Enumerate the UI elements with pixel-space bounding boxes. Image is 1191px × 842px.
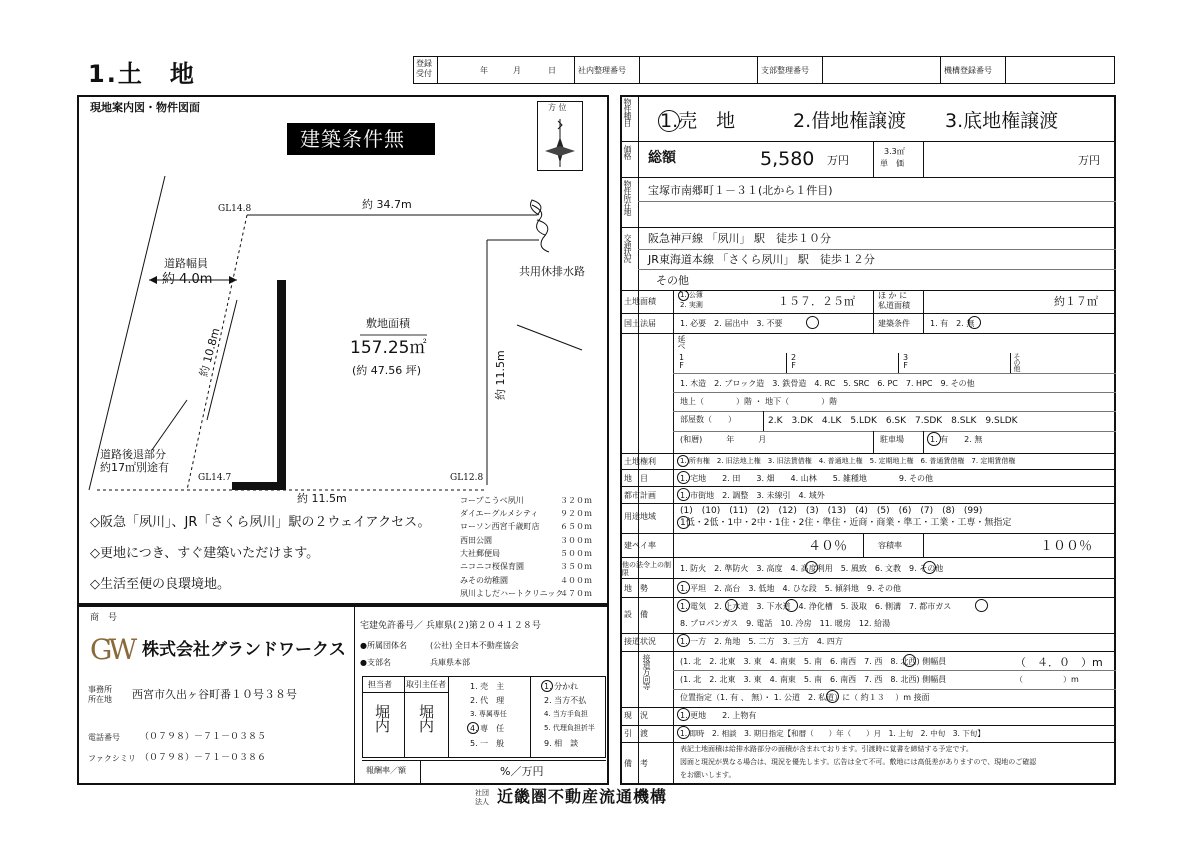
trade-name: 堀内 (417, 704, 435, 732)
page-title: 1.土 地 (88, 60, 196, 88)
land-category-label: 地 目 (624, 474, 648, 483)
build-cond-value: 1. 有 2. 無 (930, 319, 975, 328)
private-road-value: 約１７㎡ (1054, 295, 1098, 308)
company-fax: （０７９８）－７１－０３８６ (140, 753, 267, 763)
land-right-options: 1. 所有権 2. 旧法地上権 3. 旧法賃借権 4. 普通地上権 5. 定期地上権 6. 普通賃借権 7. 定期賃借権 (680, 457, 1016, 465)
company-name: 株式会社グランドワークス (142, 640, 346, 660)
tel-label: 電話番号 (88, 733, 120, 742)
floor-1: 1F (677, 353, 686, 369)
location-value: 宝塚市南郷町１－３１(北から１件目) (648, 184, 833, 197)
traffic-3: その他 (656, 274, 689, 287)
promo-line-1: ◇阪急「夙川」、JR「さくら夙川」駅の２ウェイアクセス。 (90, 515, 431, 530)
floor-other: その他 (1013, 353, 1021, 371)
city-plan-options: 1. 市街地 2. 調整 3. 未線引 4. 域外 (680, 491, 825, 500)
traffic-1: 阪急神戸線 「夙川」 駅 徒歩１０分 (648, 232, 831, 245)
land-area-value: １５７．２５㎡ (778, 295, 855, 308)
terrain-options: 1. 平坦 2. 高台 3. 低地 4. ひな段 5. 傾斜地 9. その他 (680, 584, 902, 593)
drain-label: 共用休排水路 (519, 265, 585, 278)
unit-price-label-1: 3.3㎡ (884, 147, 905, 156)
area-kind-2: 2. 実測 (680, 301, 703, 309)
branch-no-label: 支部整理番号 (761, 66, 809, 75)
rooms-options: 2.K 3.DK 4.LK 5.LDK 6.SK 7.SDK 8.SLK 9.SLDK (768, 416, 1018, 426)
zoning-names: 1低・2低・1中・2中・1住・2住・準住・近商・商業・準工・工業・工専・無指定 (680, 518, 1012, 528)
facility-dist: ３００ｍ (560, 536, 592, 545)
terrain-label: 地 勢 (624, 584, 648, 593)
facility-dist: ４００ｍ (560, 576, 592, 585)
law-value: 1. 必要 2. 届出中 3. 不要 (680, 319, 783, 328)
road-direction-label: 接道方向等 (642, 654, 651, 689)
reg-label: 登録 受付 (416, 59, 432, 78)
footer-org: 近畿圏不動産流通機構 (497, 787, 668, 806)
gl-label-2: GL14.7 (198, 473, 232, 483)
facility-name: 夙川よしだハートクリニック (460, 589, 564, 598)
location-label: 物件所在地 (623, 180, 632, 215)
rep-name: 堀内 (373, 704, 391, 732)
note-line-1: 表記土地面積は給排水路部分の面積が含まれております。引渡時に覚書を締結する予定です。 (680, 745, 973, 753)
gl-label-3: GL12.8 (450, 473, 484, 483)
handover-label: 引 渡 (624, 729, 648, 738)
facility-name: コープこうべ夙川 (460, 496, 524, 505)
rooms-label: 部屋数（ ） (680, 415, 736, 424)
law-label: 国土法届 (624, 319, 656, 328)
land-area-label: 土地面積 (624, 297, 656, 306)
company-tel: （０７９８）－７１－０３８５ (140, 732, 267, 742)
setback-label-2: 約17㎡別途有 (100, 461, 169, 474)
assoc-name: (公社) 全日本不動産協会 (430, 641, 519, 650)
price-unit: 万円 (827, 154, 849, 167)
parking-value: 1. 有 2. 無 (930, 435, 983, 444)
bcr-value: ４０％ (808, 539, 848, 554)
facility-name: ニコニコ桜保育園 (460, 562, 524, 571)
note-line-2: 図面と現況が異なる場合は、現況を優先します。広告は全て不可。敷地には高低差がありますので、現地のご確認 (680, 758, 1037, 766)
company-logo: GW (90, 633, 134, 666)
facility-dist: ６５０ｍ (560, 522, 592, 531)
far-value: １００％ (1040, 539, 1093, 554)
bottom-length: 約 11.5m (297, 492, 347, 505)
facility-name: ダイエーグルメシティ (460, 509, 539, 518)
floor-count: 地上（ ）階 ・ 地下（ ）階 (680, 397, 838, 406)
city-plan-label: 都市計画 (624, 491, 656, 500)
floor-3: 3F (901, 353, 910, 369)
structure-options: 1. 木造 2. ブロック造 3. 鉄骨造 4. RC 5. SRC 6. PC 7. HPC 9. その他 (680, 379, 975, 388)
office-label-1: 事務所 (88, 685, 112, 694)
facility-dist: ３５０ｍ (560, 562, 592, 571)
road-direction-2: (1. 北 2. 北東 3. 東 4. 南東 5. 南 6. 南西 7. 西 8. 北西) 側幅員 (680, 675, 947, 684)
promo-line-3: ◇生活至便の良環境地。 (90, 577, 230, 592)
floor-label: 延べ (677, 335, 686, 349)
trade-label: 取引主任者 (406, 680, 446, 689)
traffic-2: JR東海道本線 「さくら夙川」 駅 徒歩１２分 (648, 253, 875, 266)
type-3-base: 3.底地権譲渡 (945, 110, 1059, 132)
facility-name: みその幼稚園 (460, 576, 508, 585)
left-length: 約 10.8m (197, 326, 223, 379)
floor-2: 2F (789, 353, 798, 369)
total-label: 総額 (648, 150, 676, 166)
role-1: 1. 売 主 (470, 682, 505, 691)
assoc-label: ●所属団体名 (360, 641, 407, 650)
unit-price-label-2: 単 価 (880, 159, 904, 168)
road-direction-1: (1. 北 2. 北東 3. 東 4. 南東 5. 南 6. 南西 7. 西 8. 北西) 側幅員 (680, 657, 947, 666)
private-road-label-2: 私道面積 (878, 301, 910, 310)
no-build-condition-text: 建築条件無 (300, 127, 405, 151)
area-label: 敷地面積 (366, 317, 410, 330)
map-label: 現地案内図・物件図面 (90, 101, 200, 114)
zoning-codes: (1) (10) (11) (2) (12) (3) (13) (4) (5) (6) (7) (8) (99) (680, 506, 983, 516)
facility-name: ローソン西宮千歳町店 (460, 522, 540, 531)
price-value: 5,580 (760, 148, 815, 170)
year-label: 年 (480, 66, 488, 75)
org-no-label: 機構登録番号 (944, 66, 992, 75)
type-label: 物件種目 (623, 98, 632, 126)
road-access-options: 1. 一方 2. 角地 5. 二方 3. 三方 4. 四方 (680, 637, 843, 646)
type-4: 5. 代理負担折半 (544, 724, 595, 732)
type-2: 2. 当方不払 (544, 696, 587, 705)
road-width-label: 道路幅員 (164, 257, 208, 270)
land-category-options: 1. 宅地 2. 田 3. 畑 4. 山林 5. 雑種地 9. その他 (680, 474, 934, 483)
role-5: 5. 一 般 (470, 739, 505, 748)
facility-dist: ４７０ｍ (560, 589, 592, 598)
bcr-label: 建ペイ率 (624, 541, 656, 550)
setback-label-1: 道路後退部分 (100, 448, 166, 461)
build-cond-label: 建築条件 (878, 319, 910, 328)
type-3: 4. 当方手負担 (544, 710, 588, 718)
far-label: 容積率 (878, 541, 902, 550)
branch-name: 兵庫県本部 (430, 658, 470, 667)
role-4: 4. 専 任 (470, 724, 505, 733)
fax-label: ファクシミリ (88, 754, 136, 763)
fee-value: %／万円 (500, 765, 544, 778)
road-direction-2-value: （ ）m (1015, 675, 1079, 684)
status-label: 現 況 (624, 711, 648, 720)
license-number: 宅建免許番号／ 兵庫県(２)第２０４１２８号 (360, 621, 541, 631)
day-label: 日 (548, 66, 556, 75)
area-tsubo: (約 47.56 坪) (352, 364, 422, 377)
area-kind-1: 1. 公簿 (680, 291, 703, 299)
price-label: 価格 (623, 145, 632, 159)
facility-dist: ５００ｍ (560, 549, 592, 558)
right-length: 約 11.5m (494, 350, 507, 400)
area-value: 157.25㎡ (350, 338, 427, 358)
office-label-2: 所在地 (88, 695, 112, 704)
road-width-value: 約 4.0m (162, 272, 213, 287)
company-no-label: 社内整理番号 (578, 66, 626, 75)
facility-dist: ９２０ｍ (560, 509, 592, 518)
top-length: 約 34.7m (362, 198, 412, 211)
facility-dist: ３２０ｍ (560, 496, 592, 505)
other-law-options: 1. 防火 2. 準防火 3. 高度 4. 高度利用 5. 風致 6. 文教 9. その他 (680, 564, 944, 573)
equipment-options-2: 8. プロパンガス 9. 電話 10. 冷房 11. 暖房 12. 給湯 (680, 619, 891, 628)
fee-label: 報酬率／額 (366, 766, 406, 775)
gl-label-1: GL14.8 (218, 204, 252, 214)
type-2-lease: 2.借地権譲渡 (793, 110, 907, 132)
handover-value: 1. 即時 2. 相談 3. 期日指定【和暦（ ）年（ ）月 1. 上旬 2. 中旬 3. 下旬】 (680, 729, 985, 738)
equipment-label: 設 備 (624, 610, 648, 619)
private-road-label-1: ほ か に (878, 291, 908, 300)
type-1-land: 1.売 地 (660, 110, 736, 132)
road-position: 位置指定（1. 有 、 無）・ 1. 公道 2. 私道）に（ 約１３ ）m 接面 (680, 693, 930, 702)
status-value: 1. 更地 2. 上物有 (680, 711, 757, 720)
compass-label: 方 位 (548, 103, 567, 112)
road-direction-1-value: （ ４．０ ）m (1015, 656, 1103, 669)
traffic-label: 交通状況 (623, 234, 632, 262)
land-right-label: 土地権利 (624, 457, 656, 466)
unit-price-unit: 万円 (1078, 154, 1100, 167)
month-label: 月 (513, 66, 521, 75)
rep-label: 担当者 (368, 680, 392, 689)
footer-small: 社団 法人 (475, 789, 489, 806)
facility-name: 大社郵便局 (460, 549, 500, 558)
facility-name: 西田公園 (460, 536, 492, 545)
company-label: 商 号 (90, 613, 118, 623)
other-law-label: 他の法令上の制限 (622, 561, 671, 577)
type-5: 9. 相 談 (544, 739, 579, 748)
road-access-label: 接道状況 (624, 637, 656, 646)
parking-label: 駐車場 (880, 435, 904, 444)
zoning-label: 用途地域 (624, 512, 656, 521)
notes-label: 備 考 (624, 759, 648, 768)
equipment-options-1: 1. 電気 2. 上水道 3. 下水道 4. 浄化槽 5. 汲取 6. 側溝 7. 都市ガス (680, 602, 952, 611)
note-line-3: をお願いします。 (680, 771, 736, 779)
company-address: 西宮市久出ヶ谷町番１０号３８号 (132, 688, 297, 701)
promo-line-2: ◇更地につき、すぐ建築いただけます。 (90, 546, 320, 561)
built-date: (和暦) 年 月 (680, 435, 767, 444)
role-3: 3. 専属専任 (470, 710, 507, 718)
role-2: 2. 代 理 (470, 696, 505, 705)
branch-label: ●支部名 (360, 658, 391, 667)
type-1: 1. 分かれ (544, 682, 579, 691)
